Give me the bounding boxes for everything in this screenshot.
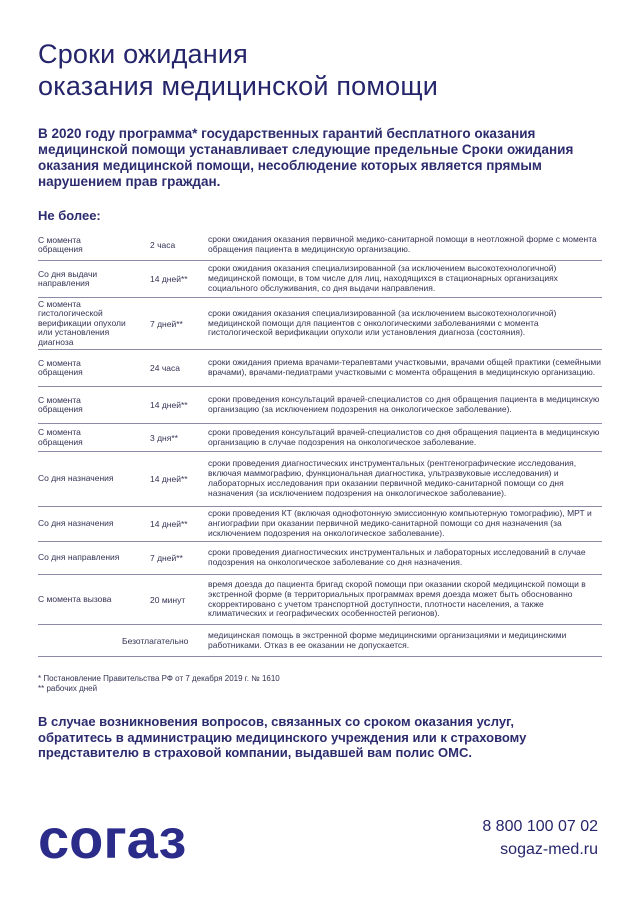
term-duration-cell: 7 дней** (150, 318, 183, 329)
table-row (38, 298, 602, 350)
term-duration-cell: 7 дней** (150, 553, 183, 563)
term-description-cell: сроки проведения консультаций врачей-специалистов со дня обращения пациента в медицинскую организацию (за исключением подозрения на онкологическое заболевание). (208, 394, 600, 414)
term-description-cell: сроки проведения диагностических инструментальных (рентгенографические исследования, включая маммографию, функциональная диагностика, ультразвуковые исследования) и лабораторных исследования при оказании первичной медико-санитарной помощи со дня назначения (за исключением подозрения на онкологическое заболевание). (208, 458, 577, 498)
term-start-cell: С момента обращения (38, 234, 83, 254)
table-row (38, 507, 602, 542)
footnote-2: ** рабочих дней (38, 684, 98, 693)
term-duration-cell: 14 дней** (150, 274, 188, 284)
term-start-cell: Со дня назначения (38, 518, 114, 529)
table-row (38, 350, 602, 387)
hotline-phone[interactable]: 8 800 100 07 02 (482, 818, 598, 835)
term-duration-cell: 2 часа (150, 240, 176, 250)
footnote-1: * Постановление Правительства РФ от 7 декабря 2019 г. № 1610 (38, 674, 280, 683)
term-start-cell: С момента обращения (38, 357, 83, 377)
term-description-cell: сроки проведения консультаций врачей-специалистов со дня обращения пациента в медицинскую организацию в случае подозрения на онкологическое заболевание. (208, 426, 600, 447)
logo-wordmark: согаз (38, 808, 187, 868)
term-description-cell: сроки проведения диагностических инструментальных и лабораторных исследований в случае подозрения на онкологическое заболевание со дня назначения. (208, 547, 586, 567)
term-duration-cell: Безотлагательно (122, 635, 189, 646)
term-duration-cell: 3 дня** (150, 432, 178, 443)
term-description-cell: сроки ожидания приема врачами-терапевтами участковыми, врачами общей практики (семейными врачами), врачами-педиатрами участковыми с момента обращения в медицинскую организацию. (208, 357, 602, 377)
term-description-cell: сроки ожидания оказания специализированной (за исключением высокотехнологичной) медицинской помощи, в том числе для лиц, находящихся в стационарных организациях социального обслуживания, со дня выдачи направления. (208, 263, 558, 293)
term-start-cell: С момента вызова (38, 593, 112, 604)
term-start-cell: Со дня выдачи направления (38, 268, 98, 288)
intro-paragraph: В 2020 году программа* государственных гарантий бесплатного оказания медицинской помощи устанавливает следующие предельные Сроки ожидания оказания медицинской помощи, несоблюдение которых является прямым нарушением прав граждан. (38, 126, 574, 189)
term-start-cell: Со дня направления (38, 552, 120, 563)
table-row (38, 424, 602, 452)
sogaz-logo (38, 808, 258, 868)
title-line-1: Сроки ожидания (38, 39, 248, 69)
table-row (38, 575, 602, 625)
term-duration-cell: 14 дней** (150, 474, 188, 484)
table-row (38, 261, 602, 298)
term-description-cell: время доезда до пациента бригад скорой помощи при оказании скорой медицинской помощи в экстренной форме (в территориальных программах время доезда может быть обоснованно скорректировано с учетом транспортной доступности, плотности населения, а также климатических и географических особенностей регионов). (208, 578, 586, 619)
table-row (38, 452, 602, 507)
term-description-cell: сроки ожидания оказания специализированной (за исключением высокотехнологичной) медицинской помощи для пациентов с онкологическими заболеваниями с момента гистологической верификации опухоли или установления диагноза (состояния). (208, 307, 557, 338)
term-duration-cell: 14 дней** (150, 400, 188, 410)
page-title (38, 38, 598, 102)
table-row (38, 625, 602, 657)
table-row (38, 387, 602, 424)
term-duration-cell: 14 дней** (150, 519, 188, 529)
footnotes (38, 674, 280, 694)
term-start-cell: Со дня назначения (38, 473, 114, 484)
term-description-cell: сроки проведения КТ (включая однофотонную эмиссионную компьютерную томографию), МРТ и ангиографии при оказании первичной медико-санитарной помощи со дня назначения (за исключением подозрения на онкологическое заболевание). (208, 508, 592, 538)
website-link[interactable]: sogaz-med.ru (500, 841, 598, 858)
not-more-label: Не более: (38, 208, 101, 223)
term-duration-cell: 24 часа (150, 363, 180, 373)
term-description-cell: сроки ожидания оказания первичной медико-санитарной помощи в неотложной форме с момента обращения пациента в медицинскую организацию. (208, 234, 597, 254)
term-description-cell: медицинская помощь в экстренной форме медицинскими организациями и медицинскими работниками. Отказ в ее оказании не допускается. (208, 629, 567, 650)
title-line-2: оказания медицинской помощи (38, 71, 439, 101)
term-start-cell: С момента гистологической верификации опухоли или установления диагноза (38, 298, 126, 347)
table-row (38, 542, 602, 575)
term-duration-cell: 20 минут (150, 594, 186, 605)
term-start-cell: С момента обращения (38, 394, 83, 414)
table-row (38, 230, 602, 261)
waiting-terms-table (38, 230, 602, 657)
term-start-cell: С момента обращения (38, 427, 83, 447)
contact-paragraph: В случае возникновения вопросов, связанных со сроком оказания услуг, обратитесь в администрацию медицинского учреждения или к страховому представителю в страховой компании, выдавшей вам полис ОМС. (38, 714, 527, 760)
